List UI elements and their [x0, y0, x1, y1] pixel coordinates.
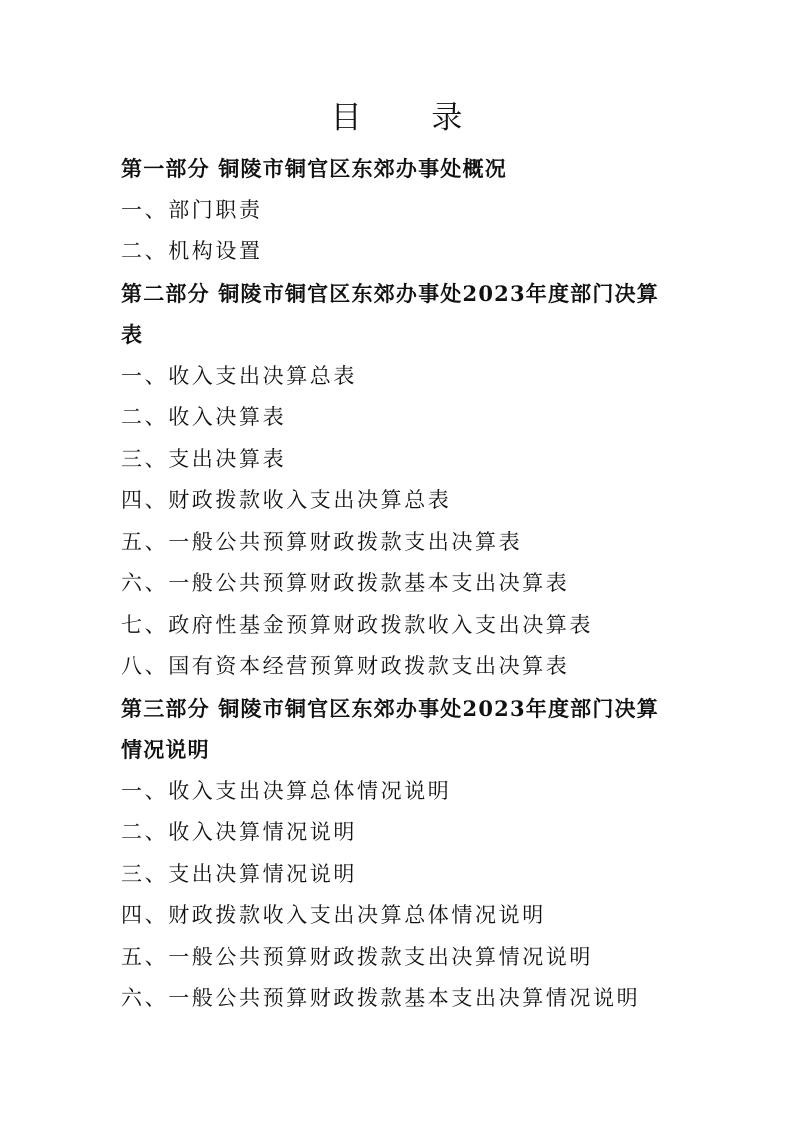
section-heading-3: 第三部分 铜陵市铜官区东郊办事处2023年度部门决算情况说明: [121, 695, 659, 762]
toc-item: 三、支出决算情况说明: [121, 861, 357, 886]
toc-item: 二、收入决算表: [121, 405, 287, 429]
toc-item: 三、支出决算表: [121, 446, 287, 471]
toc-item: 四、财政拨款收入支出决算总表: [121, 488, 452, 512]
toc-item: 一、收入支出决算总表: [121, 363, 357, 388]
page-title: 目 录: [330, 100, 493, 136]
toc-item: 二、机构设置: [121, 239, 263, 263]
section-heading-2: 第二部分 铜陵市铜官区东郊办事处2023年度部门决算表: [121, 280, 659, 347]
section-heading-1: 第一部分 铜陵市铜官区东郊办事处概况: [121, 156, 507, 181]
toc-item: 二、收入决算情况说明: [121, 820, 357, 844]
toc-item: 七、政府性基金预算财政拨款收入支出决算表: [121, 612, 593, 637]
toc-item: 一、部门职责: [121, 197, 263, 222]
toc-item: 四、财政拨款收入支出决算总体情况说明: [121, 903, 546, 927]
toc-item: 六、一般公共预算财政拨款基本支出决算表: [121, 571, 570, 595]
toc-item: 五、一般公共预算财政拨款支出决算情况说明: [121, 944, 593, 969]
toc-item: 五、一般公共预算财政拨款支出决算表: [121, 529, 523, 554]
table-of-contents: [121, 148, 681, 1020]
toc-item: 八、国有资本经营预算财政拨款支出决算表: [121, 654, 570, 678]
toc-item: 六、一般公共预算财政拨款基本支出决算情况说明: [121, 986, 641, 1010]
toc-item: 一、收入支出决算总体情况说明: [121, 778, 452, 803]
